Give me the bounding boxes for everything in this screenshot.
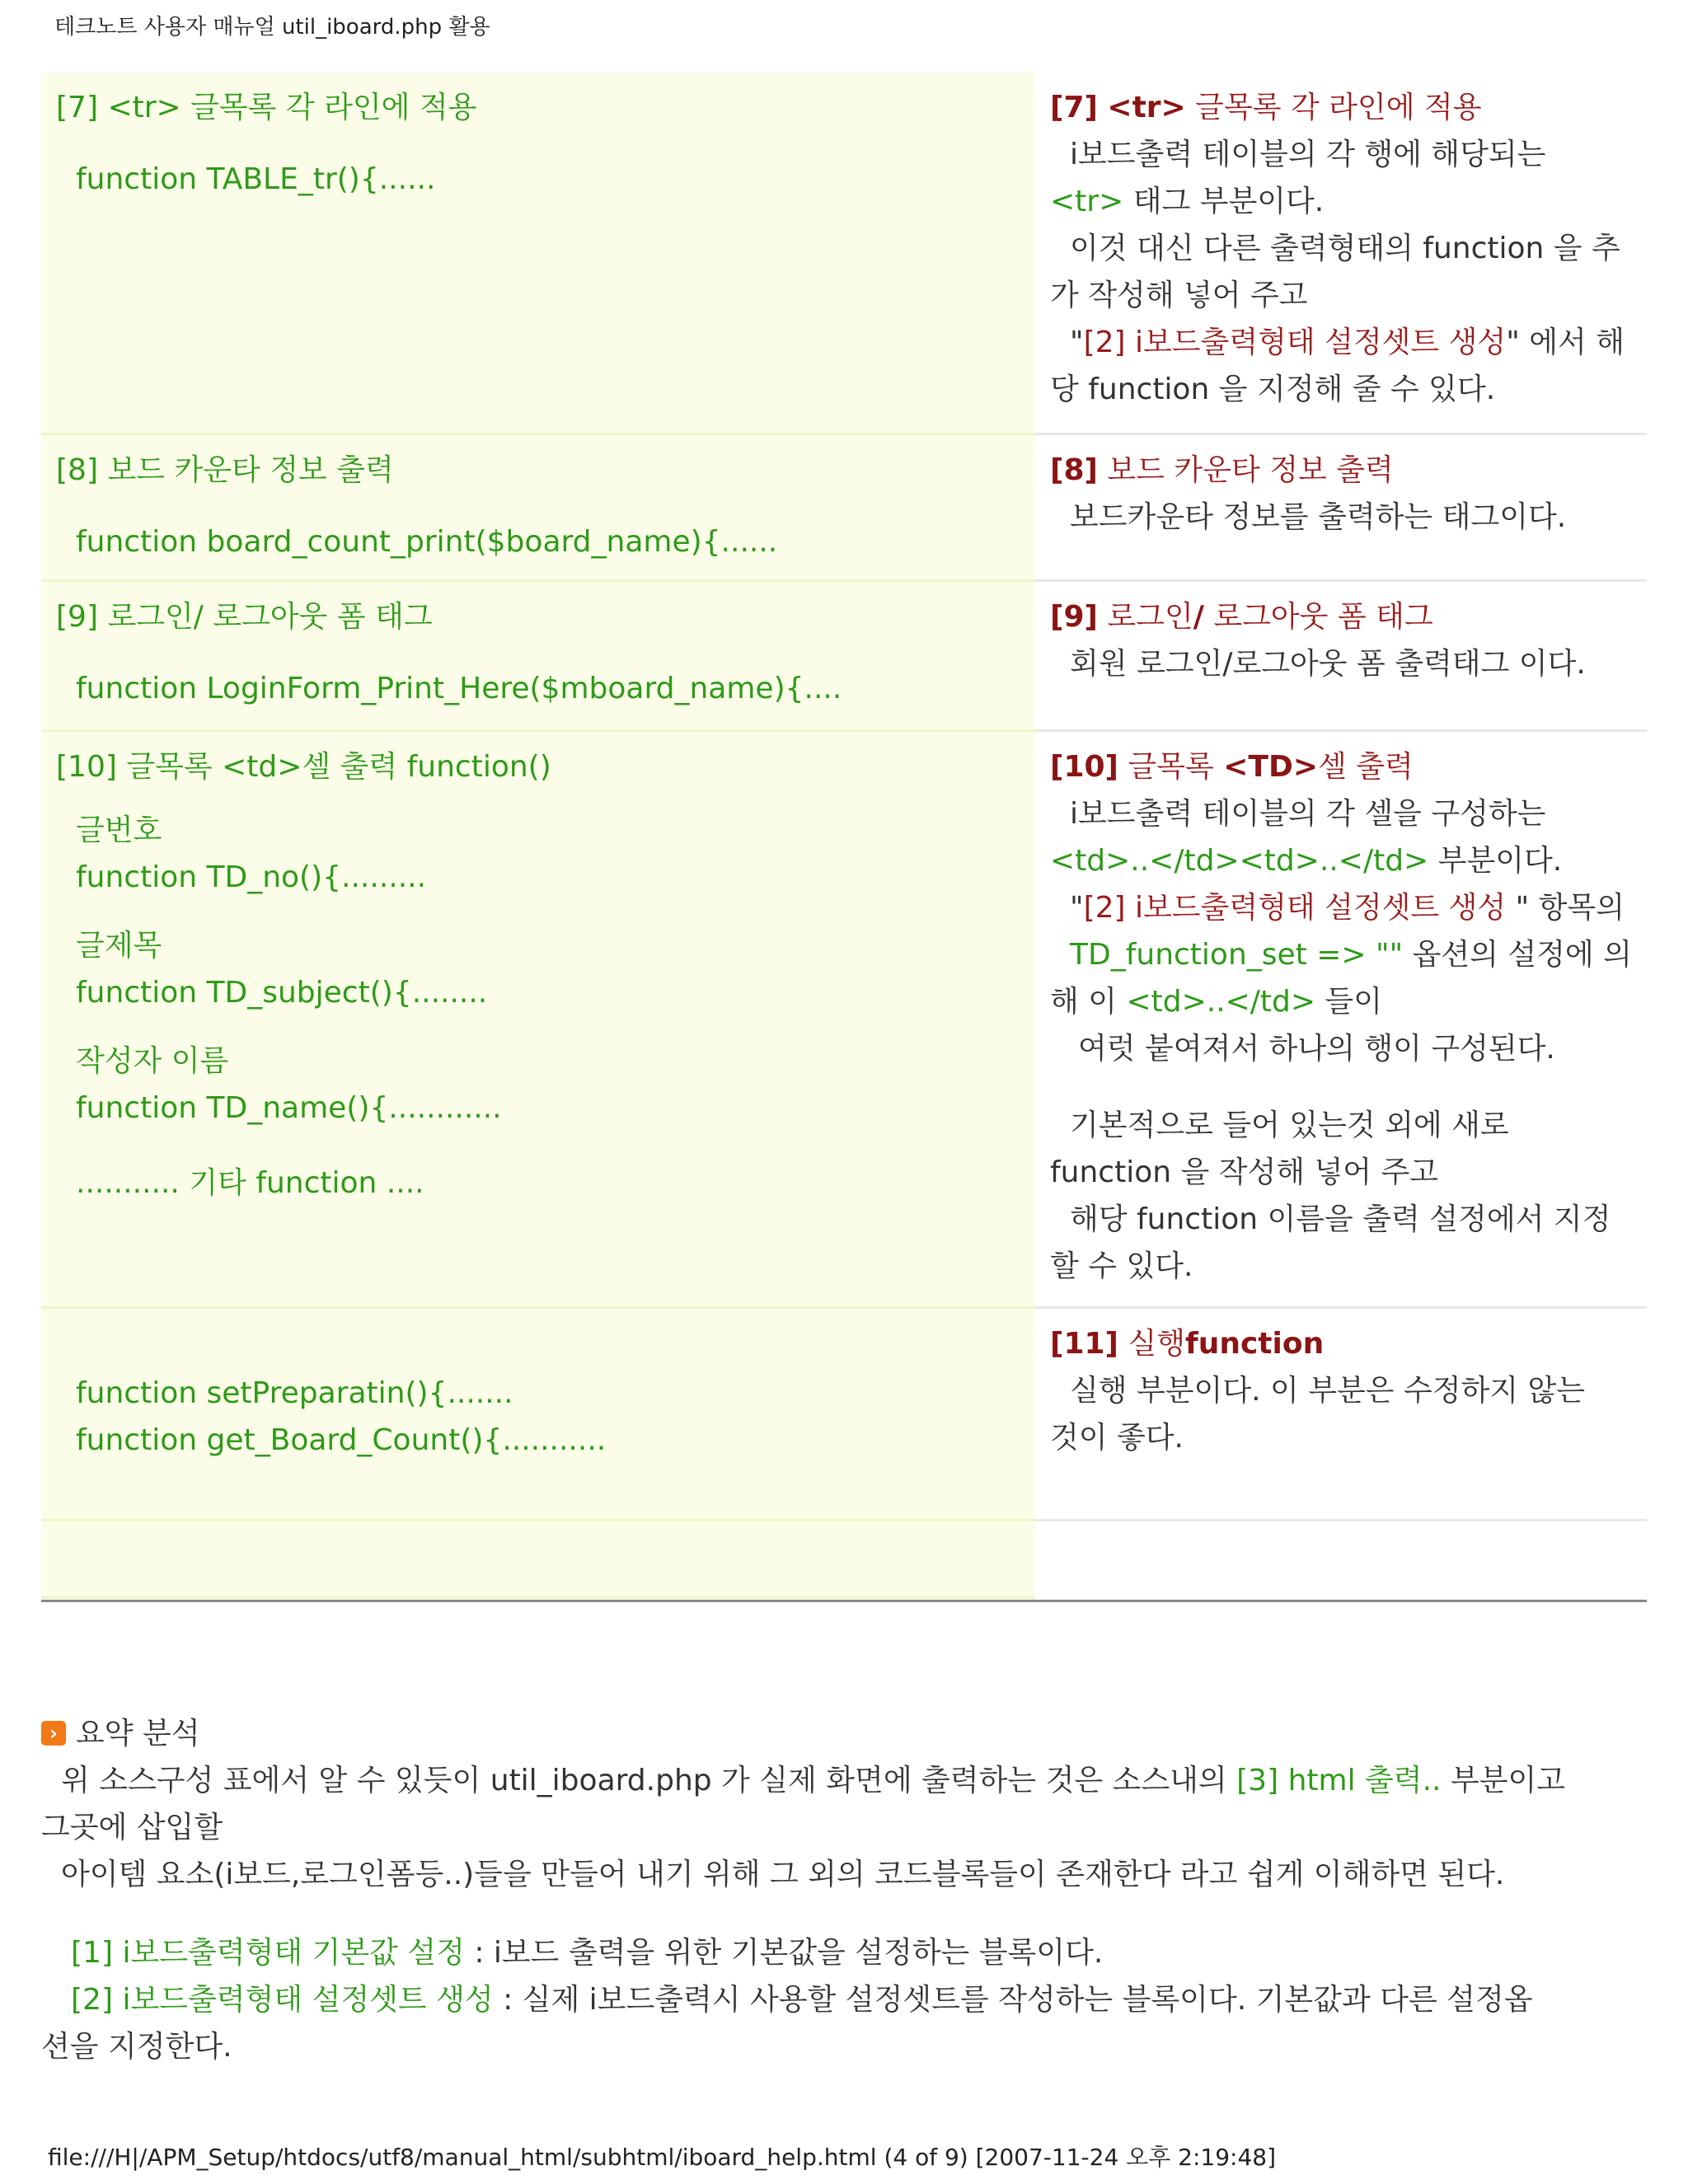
description-text: "[2] i보드출력형태 설정셋트 생성 " 항목의 <box>1070 890 1625 925</box>
summary-text: 아이템 요소(i보드,로그인폼등..)들을 만들어 내기 위해 그 외의 코드블록들이 존재한다 라고 쉽게 이해하면 된다. <box>61 1858 1505 1891</box>
description-text: 회원 로그인/로그아웃 폼 출력태그 이다. <box>1070 646 1586 681</box>
description-text: <td>..</td><td>..</td> 부분이다. <box>1050 843 1563 878</box>
description-cell <box>1035 434 1647 580</box>
description-cell <box>1035 580 1647 730</box>
code-line: function TD_name(){............ <box>76 1090 502 1125</box>
section-title: [7] <tr> 글목록 각 라인에 적용 <box>56 91 477 124</box>
summary-text: 그곳에 삽입할 <box>41 1811 223 1844</box>
description-text: function 을 작성해 넣어 주고 <box>1050 1155 1439 1189</box>
code-cell <box>41 580 1035 730</box>
description-title: [8] 보드 카운타 정보 출력 <box>1050 452 1394 487</box>
description-text: i보드출력 테이블의 각 셀을 구성하는 <box>1070 796 1546 831</box>
table-row <box>41 730 1647 1307</box>
code-cell <box>41 730 1035 1307</box>
code-line: function TD_no(){......... <box>76 860 427 894</box>
description-text: 보드카운타 정보를 출력하는 태그이다. <box>1070 499 1567 534</box>
section-title: [8] 보드 카운타 정보 출력 <box>56 452 394 487</box>
description-text: 당 function 을 지정해 줄 수 있다. <box>1050 373 1496 406</box>
code-cell <box>41 73 1035 434</box>
description-text: TD_function_set => "" 옵션의 설정에 의 <box>1070 937 1632 972</box>
page-header: 테크노트 사용자 매뉴얼 util_iboard.php 활용 <box>54 15 490 40</box>
description-text: <tr> 태그 부분이다. <box>1050 185 1325 218</box>
table-row <box>41 580 1647 730</box>
page-footer: file:///H|/APM_Setup/htdocs/utf8/manual_html/subhtml/iboard_help.html (4 of 9) [2007-11-24 오후 2:19:48] <box>48 2144 1277 2171</box>
summary-item: 션을 지정한다. <box>41 2030 232 2064</box>
description-title: [10] 글목록 <TD>셀 출력 <box>1050 749 1414 784</box>
code-cell-empty <box>41 1520 1035 1597</box>
description-text: 가 작성해 넣어 주고 <box>1050 279 1308 312</box>
description-text: 이것 대신 다른 출력형태의 function 을 추 <box>1070 232 1620 265</box>
code-line: function get_Board_Count(){........... <box>76 1422 607 1457</box>
section-title: [10] 글목록 <td>셀 출력 function() <box>56 749 551 784</box>
description-cell <box>1035 73 1647 434</box>
description-title: [7] <tr> 글목록 각 라인에 적용 <box>1050 91 1482 124</box>
code-comment: 작성자 이름 <box>76 1043 229 1078</box>
description-cell <box>1035 730 1647 1307</box>
summary-item: [1] i보드출력형태 기본값 설정 : i보드 출력을 위한 기본값을 설정하는 블록이다. <box>71 1936 1104 1970</box>
table-row <box>41 1520 1647 1597</box>
description-cell-empty <box>1035 1520 1647 1597</box>
code-comment: 글번호 <box>76 813 162 847</box>
description-text: 기본적으로 들어 있는것 외에 새로 <box>1070 1108 1509 1142</box>
code-line: function LoginForm_Print_Here($mboard_name){.... <box>76 671 842 705</box>
code-line: ........... 기타 function .... <box>76 1165 424 1200</box>
description-text: 할 수 있다. <box>1050 1249 1193 1283</box>
code-line: function TD_subject(){........ <box>76 975 488 1010</box>
summary-section <box>41 1710 1648 2070</box>
description-text: 해 이 <td>..</td> 들이 <box>1050 984 1383 1019</box>
divider <box>41 1600 1647 1602</box>
table-row <box>41 1307 1647 1520</box>
summary-text: 위 소스구성 표에서 알 수 있듯이 util_iboard.php 가 실제 화면에 출력하는 것은 소스내의 [3] html 출력.. 부분이고 <box>61 1764 1566 1797</box>
description-text: 것이 좋다. <box>1050 1420 1184 1455</box>
summary-item: [2] i보드출력형태 설정셋트 생성 : 실제 i보드출력시 사용할 설정셋트를 작성하는 블록이다. 기본값과 다른 설정옵 <box>71 1983 1533 2017</box>
code-line: function TABLE_tr(){...... <box>76 162 436 196</box>
code-line: function board_count_print($board_name){...... <box>76 524 778 559</box>
summary-title: › 요약 분석 <box>41 1710 1648 1757</box>
table-row <box>41 73 1647 434</box>
code-line: function setPreparatin(){....... <box>76 1376 513 1410</box>
description-cell <box>1035 1307 1647 1520</box>
code-cell <box>41 1307 1035 1520</box>
description-text: 실행 부분이다. 이 부분은 수정하지 않는 <box>1070 1373 1586 1408</box>
description-title: [11] 실행function <box>1050 1326 1325 1361</box>
code-comment: 글제목 <box>76 928 162 963</box>
description-text: "[2] i보드출력형태 설정셋트 생성" 에서 해 <box>1070 326 1625 359</box>
description-text: i보드출력 테이블의 각 행에 해당되는 <box>1070 138 1546 171</box>
description-text: 해당 function 이름을 출력 설정에서 지정 <box>1070 1202 1611 1236</box>
section-title: [9] 로그인/ 로그아웃 폼 태그 <box>56 599 433 634</box>
source-structure-table <box>41 73 1647 1599</box>
arrow-right-icon: › <box>41 1721 66 1746</box>
description-title: [9] 로그인/ 로그아웃 폼 태그 <box>1050 599 1433 634</box>
description-text: 여럿 붙여져서 하나의 행이 구성된다. <box>1078 1031 1555 1066</box>
code-cell <box>41 434 1035 580</box>
table-row <box>41 434 1647 580</box>
